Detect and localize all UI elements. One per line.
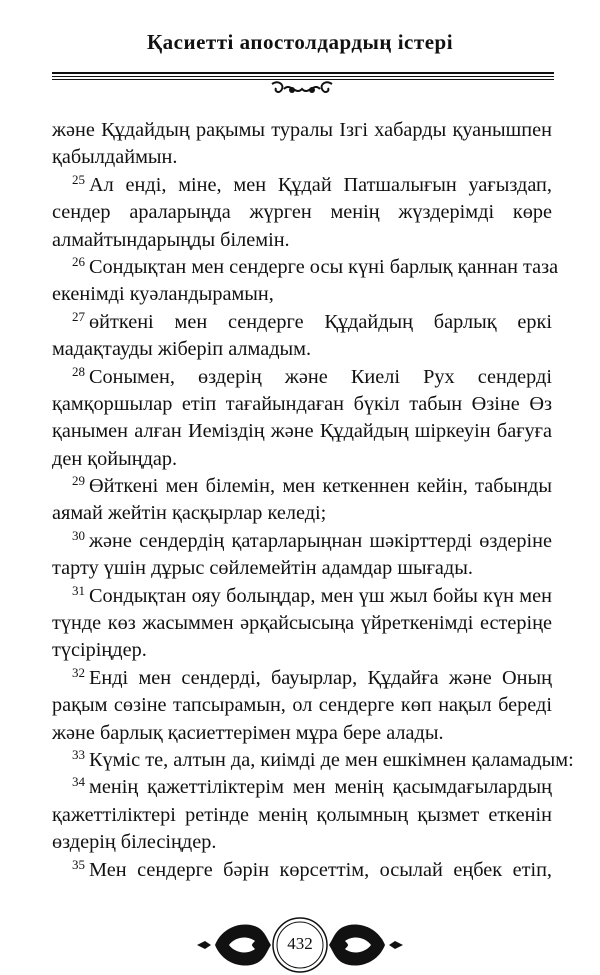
text-line: [52, 281, 552, 308]
verse-text: рақым сөзіне тапсырамын, ол сендерге көп нақыл береді: [52, 694, 552, 717]
text-line: [52, 500, 552, 527]
header-rule: [52, 72, 554, 74]
page-number: 432: [287, 934, 313, 953]
text-line: [52, 829, 552, 856]
verse-text: Сондықтан мен сендерге осы күні барлық қаннан таза: [89, 255, 559, 278]
verse-number: 27: [72, 308, 85, 324]
text-line: [52, 692, 552, 719]
text-line: [52, 802, 552, 829]
verse-text: екенімді куәландырамын,: [52, 283, 274, 306]
header-rule: [52, 76, 554, 78]
text-line: [52, 446, 552, 473]
verse-number: 26: [72, 253, 85, 269]
text-line: [52, 172, 552, 199]
verse-number: 29: [72, 473, 85, 489]
text-line: [52, 746, 574, 774]
text-line: [52, 637, 552, 664]
verse-number: 33: [72, 746, 85, 762]
text-line: [52, 336, 552, 363]
verse-text: өйткені мен сендерге Құдайдың барлық еркі: [89, 310, 552, 333]
verse-text: қамқоршылар етіп тағайындаған бүкіл табын Өзіне Өз: [52, 392, 552, 415]
verse-text: Күміс те, алтын да, киімді де мен ешкімнен қаламадым:: [89, 748, 574, 771]
verse-text: сендер араларыңда жүрген менің жүздерімді көре: [52, 201, 552, 224]
text-line: [52, 253, 559, 281]
verse-text: қажеттіліктері ретінде менің қолымның қызмет еткенін: [52, 803, 552, 826]
verse-number: 35: [72, 856, 85, 872]
verse-number: 30: [72, 527, 85, 543]
verse-text: мадақтауды жіберіп алмадым.: [52, 338, 312, 361]
verse-text: және барлық қасиеттерімен мұра бере алады.: [52, 721, 444, 744]
text-line: [52, 665, 552, 692]
verse-text: түсіріңдер.: [52, 639, 147, 662]
verse-text: өздерің білесіңдер.: [52, 831, 217, 854]
verse-text: менің қажеттіліктерім мен менің қасымдағылардың: [89, 776, 552, 799]
verse-number: 32: [72, 664, 85, 680]
text-line: [52, 227, 552, 254]
text-line: [52, 418, 552, 445]
verse-text: Мен сендерге бәрін көрсеттім, осылай еңбек етіп,: [89, 858, 552, 881]
verse-text: Сонымен, өздерің және Киелі Рух сендерді: [89, 365, 552, 388]
header-ornament-icon: [270, 80, 334, 98]
verse-text: аямай жейтін қасқырлар келеді;: [52, 502, 327, 525]
verse-text: түнде көз жасыммен әрқайсысыңа үйреткенімді естеріңе: [52, 612, 552, 635]
text-line: [52, 774, 552, 801]
verse-text: тарту үшін дұрыс сөйлемейтін адамдар шығады.: [52, 557, 473, 580]
page-body-text: [52, 117, 574, 884]
text-line: [52, 144, 552, 171]
text-line: [52, 555, 552, 582]
text-line: [52, 391, 552, 418]
text-line: [52, 309, 552, 336]
verse-number: 28: [72, 363, 85, 379]
verse-text: және сендердің қатарларыңнан шәкірттерді өздеріне: [89, 529, 552, 552]
verse-text: Енді мен сендерді, бауырлар, Құдайға және Оның: [89, 666, 552, 689]
text-line: [52, 364, 552, 391]
text-line: [52, 528, 552, 555]
verse-text: қанымен алған Иеміздің және Құдайдың шіркеуін бағуға: [52, 420, 552, 443]
verse-text: Өйткені мен білемін, мен кеткеннен кейін, табынды: [89, 475, 552, 498]
verse-number: 25: [72, 171, 85, 187]
verse-text: Сондықтан ояу болыңдар, мен үш жыл бойы күн мен: [89, 584, 552, 607]
running-header-title: Қасиетті апостолдардың істері: [146, 30, 454, 54]
verse-number: 34: [72, 774, 85, 790]
text-line: [52, 117, 552, 144]
text-line: [52, 857, 552, 884]
text-line: [52, 610, 552, 637]
verse-text: ден қойыңдар.: [52, 447, 178, 470]
verse-text: және Құдайдың рақымы туралы Ізгі хабарды қуанышпен: [52, 119, 552, 141]
verse-text: Ал енді, міне, мен Құдай Патшалығын уағыздап,: [89, 173, 552, 196]
text-line: [52, 583, 552, 610]
verse-text: алмайтындарыңды білемін.: [52, 228, 290, 251]
verse-text: қабылдаймын.: [52, 146, 178, 169]
text-line: [52, 199, 552, 226]
text-line: [52, 720, 552, 747]
verse-number: 31: [72, 582, 85, 598]
text-line: [52, 473, 552, 500]
